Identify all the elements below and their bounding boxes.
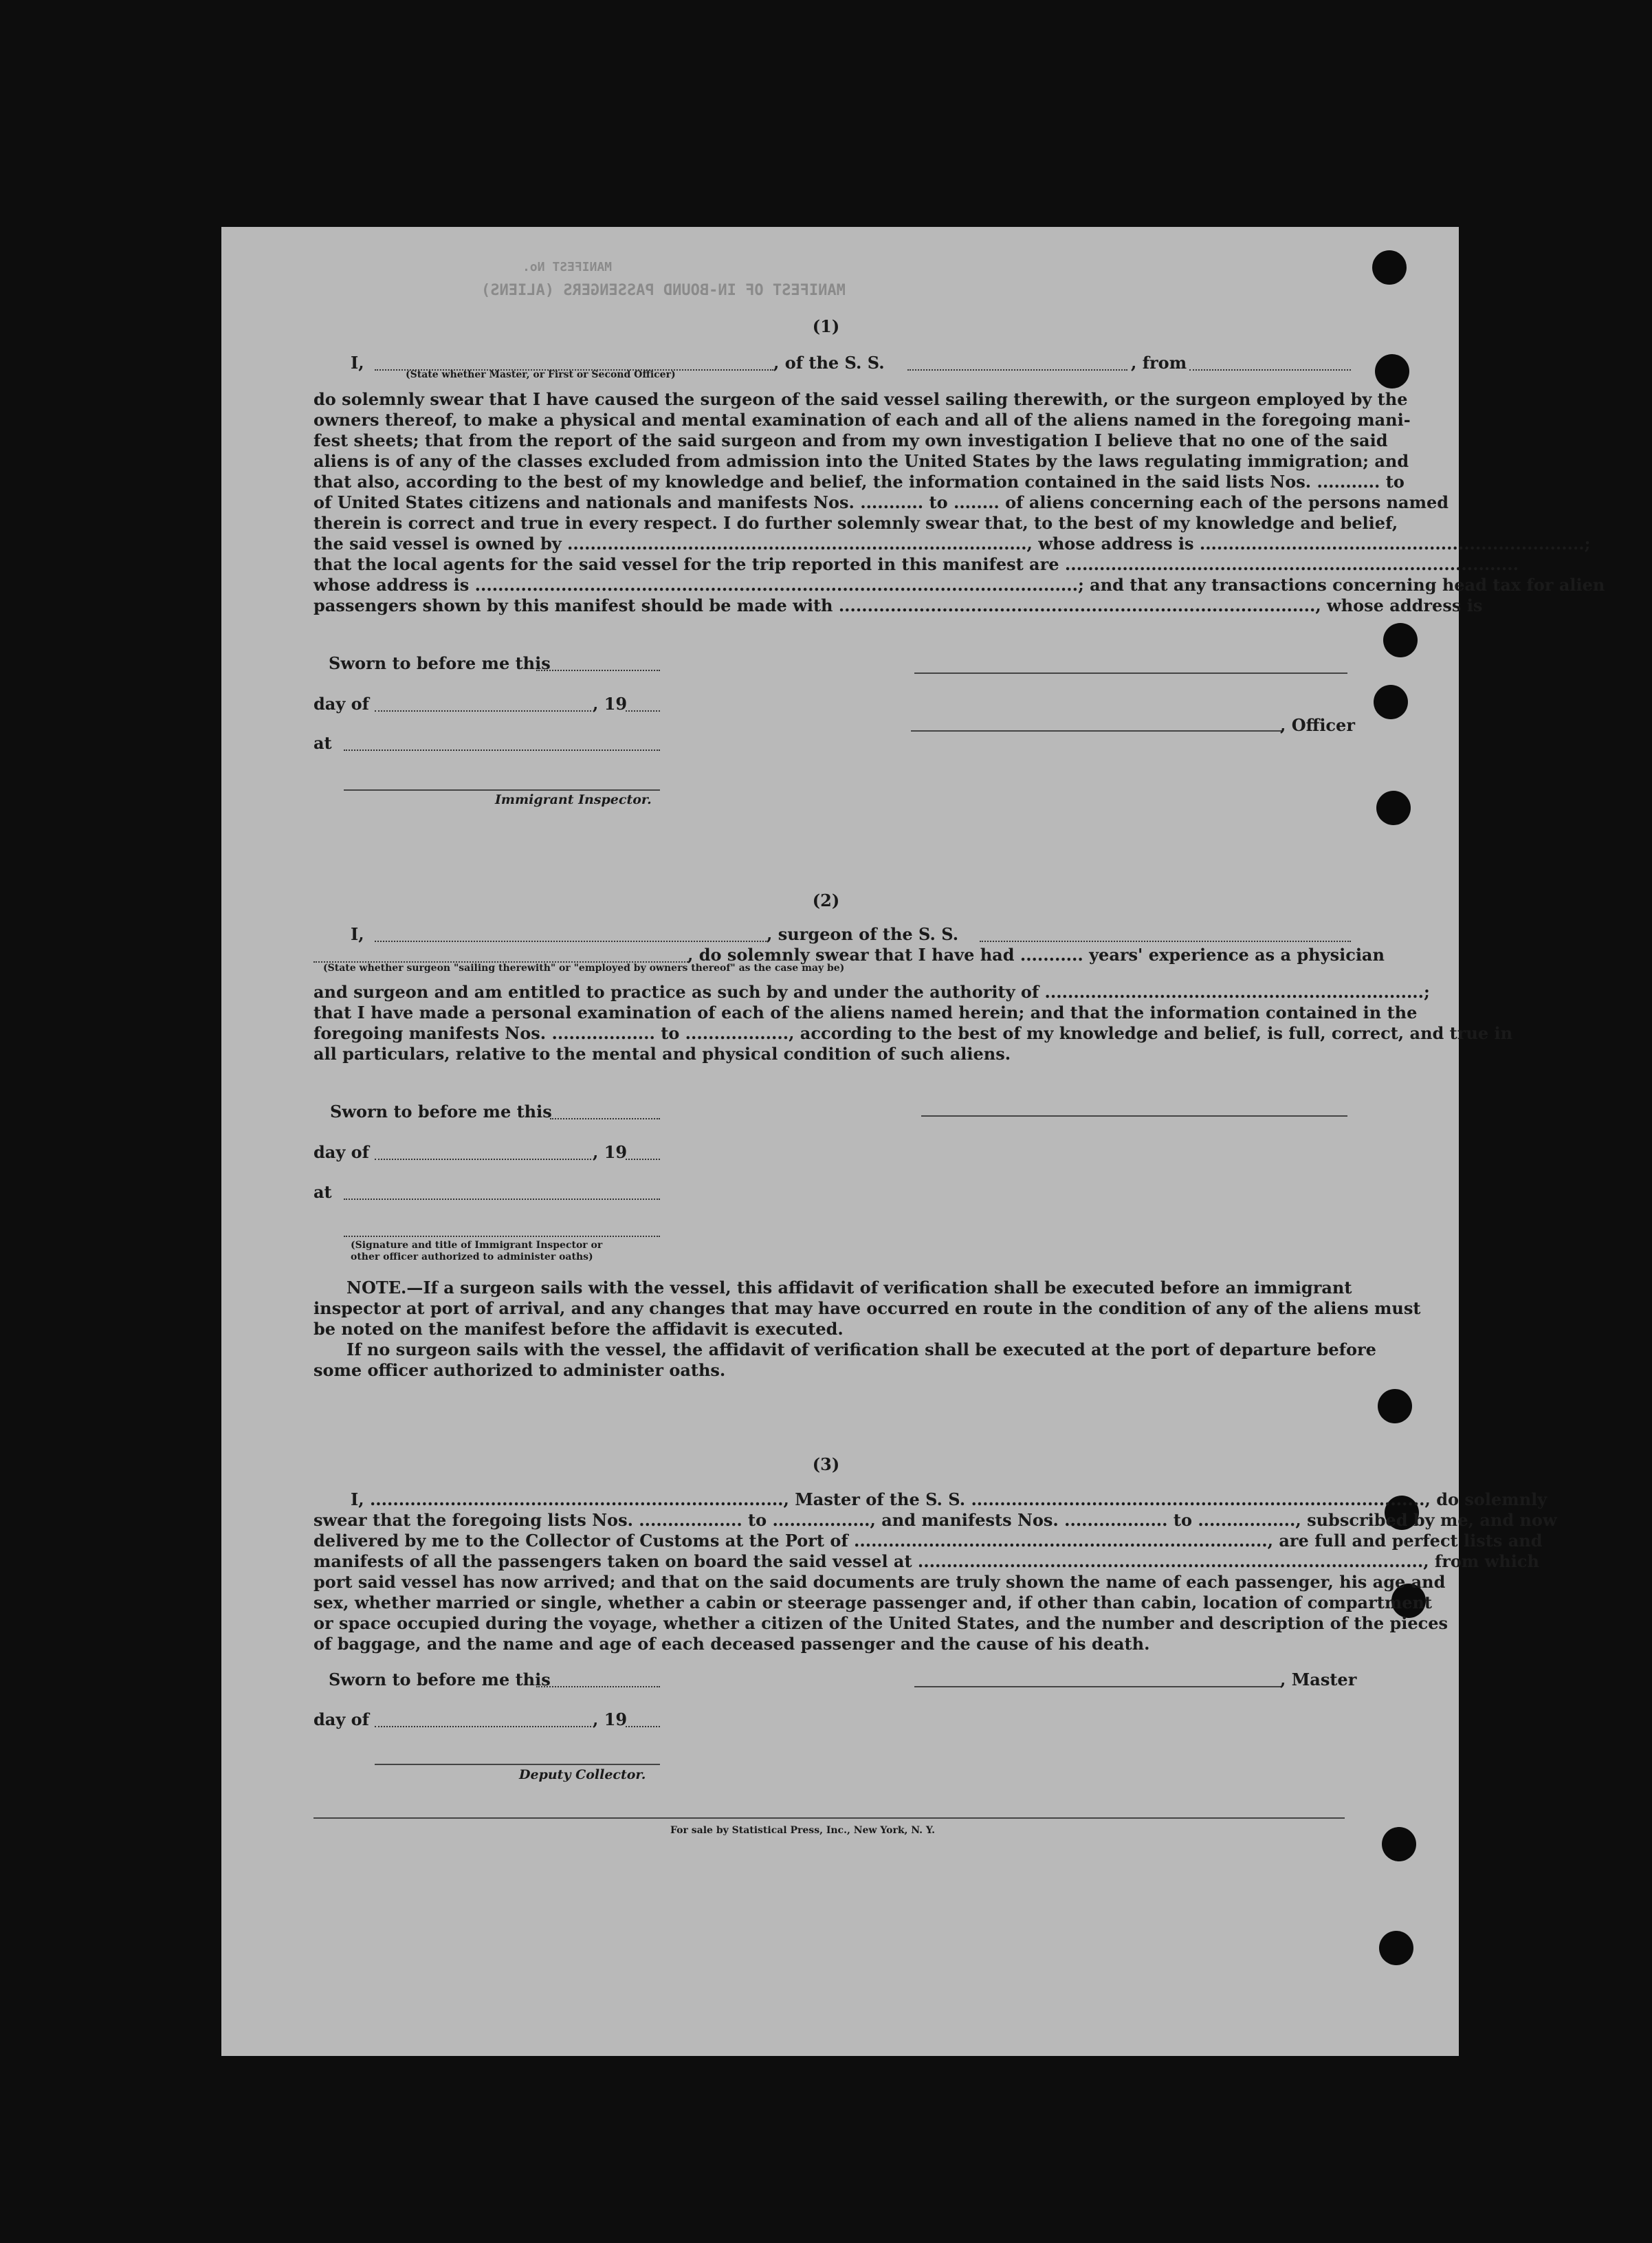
s2-I: I, [351,924,364,944]
s1-line: that also, according to the best of my knowledge and belief, the information contained in the said lists Nos. ........... to [313,472,1405,492]
s2-sworn-line [550,1118,660,1119]
s1-line: do solemnly swear that I have caused the surgeon of the said vessel sailing therewith, or the surgeon employed by the [313,389,1408,409]
footer-rule [313,1817,1345,1819]
s2-line: that I have made a personal examination of each of the aliens named herein; and that the information contained in the [313,1003,1418,1022]
s2-line: foregoing manifests Nos. .................. to .................., according to the best of my knowledge and belief, is full, correct, and true in [313,1023,1513,1043]
s2-19: , 19 [593,1142,628,1162]
s2-day-of: day of [313,1142,369,1162]
binder-hole [1375,354,1409,389]
s2-signer-2: other officer authorized to administer oaths) [351,1251,593,1262]
binder-hole [1382,1827,1416,1861]
s1-of-ss: , of the S. S. [773,353,885,373]
s3-day-of: day of [313,1709,369,1729]
s2-surgeon-of: , surgeon of the S. S. [767,924,959,944]
binder-hole [1372,250,1407,285]
s3-line: or space occupied during the voyage, whether a citizen of the United States, and the number and description of the pieces [313,1613,1449,1633]
section-3-number: (3) [812,1454,840,1474]
s3-line: port said vessel has now arrived; and that on the said documents are truly shown the name of each passenger, his age and [313,1572,1446,1592]
binder-hole [1383,623,1418,657]
s1-19: , 19 [593,694,628,714]
s1-signer: Immigrant Inspector. [495,792,652,807]
s1-line: of United States citizens and nationals and manifests Nos. ........... to ........ of aliens concerning each of the persons named [313,492,1449,512]
section-2-number: (2) [812,890,840,910]
s1-line: that the local agents for the said vessel for the trip reported in this manifest are ............................................................................... [313,554,1519,574]
s2-surgeon-line [375,941,767,942]
s3-19: , 19 [593,1709,628,1729]
s2-line: all particulars, relative to the mental and physical condition of such aliens. [313,1044,1011,1064]
s1-day-line [375,710,591,712]
s3-master: , Master [1280,1670,1357,1689]
binder-hole [1378,1389,1412,1423]
s1-line: aliens is of any of the classes excluded from admission into the United States by the laws regulating immigration; and [313,451,1409,471]
s1-sworn: Sworn to before me this [329,653,551,673]
s1-I: I, [351,353,364,373]
s3-line: swear that the foregoing lists Nos. .................. to ................., and manifests Nos. .................. to ................., subscribed by me, and now [313,1510,1557,1530]
s2-sworn: Sworn to before me this [330,1102,552,1122]
s1-line: therein is correct and true in every respect. I do further solemnly swear that, to the best of my knowledge and belief, [313,513,1398,533]
section-1-number: (1) [812,316,840,336]
ghost-header-line2: MANIFEST No. [522,260,613,274]
s3-signer: Deputy Collector. [519,1767,646,1782]
s1-at-line [344,750,660,751]
ghost-header-line1: MANIFEST OF IN-BOUND PASSENGERS (ALIENS) [481,282,846,299]
s1-officer-line-2 [911,730,1282,732]
s1-line: the said vessel is owned by ................................................................................, whose address is ...................................................................; [313,534,1591,554]
s1-line: whose address is .........................................................................................................; and that any transactions concerning head tax for alien [313,575,1605,595]
binder-hole [1374,685,1408,719]
s2-line2: , do solemnly swear that I have had ........... years' experience as a physician [687,945,1385,965]
s3-master-sig-line [914,1686,1282,1687]
note-line: If no surgeon sails with the vessel, the affidavit of verification shall be executed at the port of departure before [346,1339,1376,1359]
s2-ss-line [980,941,1351,942]
s1-line: owners thereof, to make a physical and mental examination of each and all of the aliens named in the foregoing mani- [313,410,1411,430]
s2-day-line [375,1159,591,1160]
note-line: NOTE.—If a surgeon sails with the vessel, this affidavit of verification shall be executed before an immigrant [346,1278,1352,1298]
s2-caption: (State whether surgeon "sailing therewith" or "employed by owners thereof" as the case may be) [323,963,845,974]
s3-line: of baggage, and the name and age of each deceased passenger and the cause of his death. [313,1634,1150,1654]
s1-year-line [626,710,660,712]
binder-hole [1379,1931,1413,1965]
s2-surgeon-sig-line [921,1115,1347,1117]
s2-signer-1: (Signature and title of Immigrant Inspector or [351,1240,603,1251]
s1-line: passengers shown by this manifest should be made with ..................................................................................., whose address is [313,595,1483,615]
footer-printer: For sale by Statistical Press, Inc., New York, N. Y. [670,1825,935,1836]
s3-line: delivered by me to the Collector of Customs at the Port of ........................................................................, are full and perfect lists and [313,1531,1543,1551]
s1-inspector-line [344,789,660,791]
note-line: be noted on the manifest before the affidavit is executed. [313,1319,844,1339]
s3-line: manifests of all the passengers taken on board the said vessel at ........................................................................................, from which [313,1551,1539,1571]
s2-at-line [344,1199,660,1200]
note-line: some officer authorized to administer oaths. [313,1360,726,1380]
s1-officer: , Officer [1280,715,1355,735]
s1-caption: (State whether Master, or First or Second Officer) [406,369,676,380]
s1-day-of: day of [313,694,369,714]
s2-at: at [313,1182,332,1202]
s3-day-line [375,1726,591,1727]
s3-sworn: Sworn to before me this [329,1670,551,1689]
s1-ss-line [907,369,1127,371]
s2-year-line [626,1159,660,1160]
s2-inspector-line [344,1236,660,1237]
s3-line: sex, whether married or single, whether a cabin or steerage passenger and, if other than cabin, location of compartment [313,1593,1433,1612]
binder-hole [1376,791,1411,825]
s1-from-line [1189,369,1351,371]
s1-at: at [313,733,332,753]
s1-from: , from [1131,353,1187,373]
s3-collector-line [375,1764,660,1765]
s1-line: fest sheets; that from the report of the said surgeon and from my own investigation I believe that no one of the said [313,430,1388,450]
s2-line: and surgeon and am entitled to practice as such by and under the authority of ..................................................................; [313,982,1430,1002]
note-line: inspector at port of arrival, and any changes that may have occurred en route in the condition of any of the aliens must [313,1298,1421,1318]
s3-line: I, ........................................................................, Master of the S. S. ..............................................................................., do solemnly [351,1489,1548,1509]
s1-officer-sig-line [914,672,1347,674]
s3-year-line [626,1726,660,1727]
s3-sworn-line [536,1686,660,1687]
s1-sworn-line [536,670,660,671]
